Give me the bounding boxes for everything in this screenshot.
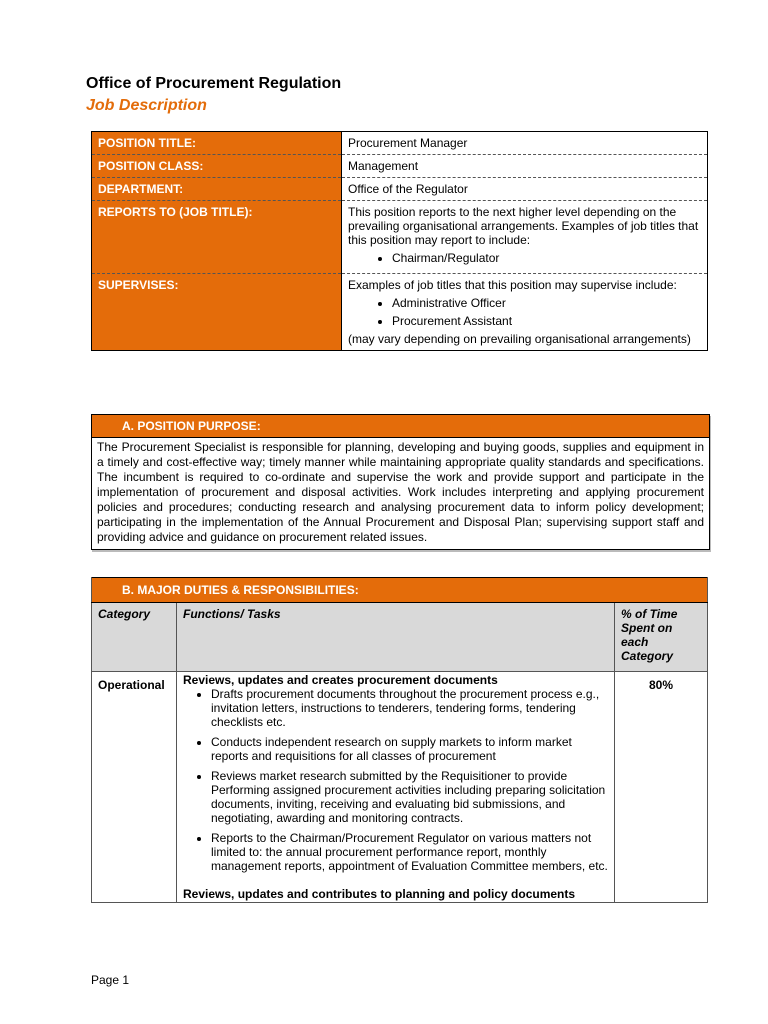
position-info-table [91, 131, 708, 351]
task-group-title: Reviews, updates and creates procurement documents [183, 673, 498, 687]
position-class-label: POSITION CLASS: [92, 155, 342, 178]
position-purpose-section [91, 414, 710, 550]
time-cell: 80% [615, 672, 708, 903]
department-label: DEPARTMENT: [92, 178, 342, 201]
duties-column-header-row [92, 603, 708, 672]
supervises-row [92, 274, 708, 351]
list-item: • Procurement Assistant [392, 314, 701, 328]
position-purpose-heading: A. POSITION PURPOSE: [92, 415, 709, 438]
functions-column-header: Functions/ Tasks [177, 603, 615, 672]
reports-to-row [92, 201, 708, 274]
position-class-value: Management [342, 155, 708, 178]
task-list [183, 687, 608, 873]
list-item: • Conducts independent research on supply markets to inform market reports and requisitions for all classes of procurement [211, 735, 608, 763]
reports-to-list [348, 251, 701, 265]
page-number: Page 1 [91, 973, 130, 987]
category-column-header: Category [92, 603, 177, 672]
list-item: • Drafts procurement documents throughout the procurement process e.g., invitation letters, instructions to tenderers, tendering forms, tendering checklists etc. [211, 687, 608, 729]
department-row [92, 178, 708, 201]
position-title-value: Procurement Manager [348, 136, 468, 150]
task-group-title-2: Reviews, updates and contributes to planning and policy documents [183, 887, 576, 901]
table-row [92, 672, 708, 903]
list-item: • Administrative Officer [392, 296, 701, 310]
position-purpose-text: The Procurement Specialist is responsible for planning, developing and buying goods, supplies and equipment in a timely and cost-effective way; timely manner while maintaining appropriate quality standards and specifications. The incumbent is required to co-ordinate and supervise the work and provide support and participate in the implementation of procurement and disposal activities. Work includes interpreting and applying procurement policies and procedures; conducting research and analysing procurement data to inform policy development; participating in the implementation of the Annual Procurement and Disposal Plan; supervising support staff and providing advice and guidance on procurement related issues. [97, 440, 704, 544]
list-item: • Reports to the Chairman/Procurement Regulator on various matters not limited to: the annual procurement performance report, monthly management reports, appointment of Evaluation Committee members, etc. [211, 831, 608, 873]
document-title: Office of Procurement Regulation [86, 75, 342, 92]
time-column-header: % of Time Spent on each Category [615, 603, 708, 672]
duties-table [91, 577, 708, 903]
supervises-value [342, 274, 708, 351]
supervises-intro: Examples of job titles that this position may supervise include: [348, 278, 677, 292]
position-class-row [92, 155, 708, 178]
functions-cell [177, 672, 615, 903]
list-item: • Chairman/Regulator [392, 251, 701, 265]
position-title-row [92, 132, 708, 155]
reports-to-label: REPORTS TO (JOB TITLE): [92, 201, 342, 274]
supervises-note: (may vary depending on prevailing organisational arrangements) [348, 332, 691, 346]
reports-to-intro: This position reports to the next higher level depending on the prevailing organisational arrangements. Examples of job titles that this position may report to include: [348, 205, 699, 247]
category-cell: Operational [92, 672, 177, 903]
supervises-list [348, 296, 701, 328]
document-subtitle: Job Description [86, 97, 207, 114]
department-value: Office of the Regulator [342, 178, 708, 201]
supervises-label: SUPERVISES: [92, 274, 342, 351]
reports-to-value [342, 201, 708, 274]
list-item: • Reviews market research submitted by the Requisitioner to provide Performing assigned procurement activities including preparing solicitation documents, inviting, receiving and evaluating bid submissions, and negotiating, awarding and monitoring contracts. [211, 769, 608, 825]
position-title-label: POSITION TITLE: [92, 132, 342, 155]
duties-heading: B. MAJOR DUTIES & RESPONSIBILITIES: [92, 578, 708, 603]
